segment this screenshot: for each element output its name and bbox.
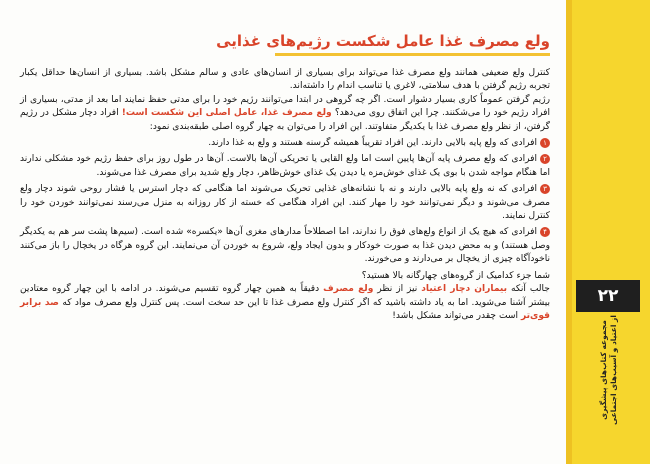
paragraph-2-highlight: ولع مصرف غذا، عامل اصلی این شکست است! [121,108,332,119]
bullet-number-2: ۲ [540,154,550,164]
title-underline [275,53,550,56]
page-number: ۲۲ [576,280,640,312]
bullet-item-1 [20,137,550,150]
series-title [599,315,619,425]
side-bar [566,0,650,464]
closing-highlight-2: ولع مصرف [323,284,374,295]
bullet-item-3 [20,183,550,223]
series-title-line-2: از اعتیاد و آسیب‌های اجتماعی [609,315,618,425]
bullet-item-4 [20,226,550,266]
bullet-number-3: ۳ [540,184,550,194]
closing-highlight-1: بیماران دچار اعتیاد [421,284,508,295]
side-bar-strip [566,0,572,464]
bullet-text-1: افرادی که ولع پایه بالایی دارند. این افراد تقریباً همیشه گرسنه هستند و ولع به غذا دارند. [208,138,537,149]
article-title: ولع مصرف غذا عامل شکست رژیم‌های غذایی [216,32,550,50]
bullet-text-3: افرادی که نه ولع پایه بالایی دارند و نه با نشانه‌های غذایی تحریک می‌شوند اما هنگامی که دچار استرس یا فشار روحی شوند دچار ولع مصرف می‌شوند و دیگر نمی‌توانند خود را مهار کنند. این افراد هنگامی که خسته از کار روزانه به منزل می‌رسند نمی‌توانند خوردن خود را کنترل نمایند. [20,184,550,222]
bullet-text-4: افرادی که هیچ یک از انواع ولع‌های فوق را ندارند، اما اصطلاحاً مدارهای مغزی آن‌ها «یکسره» شده است. (سیم‌ها پشت سر هم به یکدیگر وصل هستند) و به محض دیدن غذا به صورت خودکار و بدون ایجاد ولع، شروع به خوردن آن می‌نمایند. این گروه هرگاه در یخچال را باز می‌کنند ناخودآگاه چیزی از یخچال بر می‌دارند و می‌خورند. [20,227,550,265]
bullet-item-2 [20,153,550,180]
question-line: شما جزء کدامیک از گروه‌های چهارگانه بالا هستید؟ [361,270,550,281]
paragraph-2-text-b: افراد دچار مشکل در رژیم گرفتن، از نظر ولع مصرف غذا با یکدیگر متفاوتند. این افراد را می‌توان به چهار گروه اصلی طبقه‌بندی نمود: [20,108,550,132]
series-title-line-1: مجموعه کتاب‌های پیشگیری [599,320,608,420]
closing-text-d: است چقدر می‌تواند مشکل باشد! [392,310,519,321]
article-body [20,67,550,323]
intro-paragraph: کنترل ولع ضعیفی همانند ولع مصرف غذا می‌تواند برای بسیاری از انسان‌های عادی و سالم مشکل باشد. بسیاری از انسان‌ها حداقل یکبار تجربه رژیم گرفتن با هدف سلامتی، لاغری یا تناسب اندام را داشته‌اند. [20,68,550,92]
closing-highlight-3: صد برابر قوی‌تر [20,297,550,321]
closing-text-c: دقیقاً به همین چهار گروه تقسیم می‌شوند. در ادامه با این چهار گروه معتادین بیشتر آشنا می‌شوید. اما به یاد داشته باشید که اگر کنترل ولع مصرف غذا تا این حد سخت است. پس کنترل ولع مصرف مواد که [20,284,550,308]
bullet-text-2: افرادی که ولع مصرف پایه آن‌ها پایین است اما ولع القایی یا تحریکی آن‌ها بالاست. آن‌ها در طول روز برای حفظ رژیم خود مشکلی ندارند اما هنگام مواجه شدن با بوی یک غذای خوش‌مزه یا دیدن یک غذای خوش‌ظاهر، دچار ولع شدید برای مصرف غذا می‌شوند. [20,154,550,178]
paragraph-2-text-a: رژیم گرفتن عموماً کاری بسیار دشوار است. اگر چه گروهی در ابتدا می‌توانند رژیم خود را برای مدتی حفظ نمایند اما بعد از مدتی، بسیاری از افراد رژیم خود را می‌شکنند. چرا این اتفاق روی می‌دهد؟ [20,94,550,119]
bullet-number-1: ۱ [540,138,550,148]
closing-text-b: نیز از نظر [377,284,418,295]
closing-paragraph [20,283,550,323]
bullet-number-4: ۴ [540,227,550,237]
paragraph-2 [20,94,550,134]
closing-text-a: جالب آنکه [510,284,550,295]
